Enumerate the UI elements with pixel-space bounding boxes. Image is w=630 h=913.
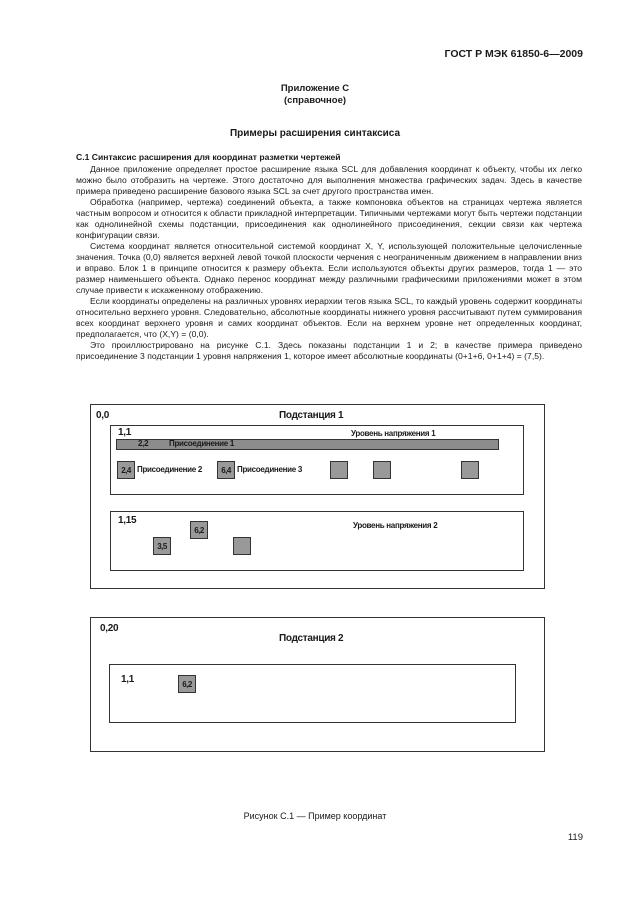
bay-square: 6,2 xyxy=(178,675,196,693)
appendix-title: Приложение С xyxy=(280,83,350,94)
bay-1-label: Присоединение 1 xyxy=(169,439,234,448)
substation-1-box xyxy=(90,404,545,589)
section-heading: Примеры расширения синтаксиса xyxy=(229,128,401,139)
bay-square: 3,5 xyxy=(153,537,171,555)
body-text xyxy=(76,152,582,362)
bay-3-square: 6,4 xyxy=(217,461,235,479)
paragraph: Система координат является относительной системой координат X, Y, использующей положительные целочисленные значения. Точка (0,0) является верхней левой точкой плоскости черчения с неограниченным движением в направлении вниз и вправо. Блок 1 в принципе относится к размеру объекта. Если используются объекты других размеров, тогда 1 — это размер наименьшего объекта. Однако перенос координат между различными графическими приложениями может в этом случае привести к искаженному отображению. xyxy=(76,241,582,295)
voltage-level-1-title: Уровень напряжения 1 xyxy=(351,429,436,438)
bay-square xyxy=(461,461,479,479)
bay-square xyxy=(330,461,348,479)
bay-square xyxy=(233,537,251,555)
paragraph: Если координаты определены на различных уровнях иерархии тегов языка SCL, то каждый уровень содержит координаты относительно верхнего уровня. Следовательно, абсолютные координаты нижнего уровня рассчитывают путем суммирования всех координат верхнего уровня и самих координат объектов. Если на верхнем уровне нет определенных координат, предполагается, что (X,Y) = (0,0). xyxy=(76,296,582,339)
substation-2-box xyxy=(90,617,545,752)
voltage-level-2-title: Уровень напряжения 2 xyxy=(353,521,438,530)
appendix-subtitle: (справочное) xyxy=(283,95,347,106)
voltage-level-2-box xyxy=(110,511,524,571)
page-number: 119 xyxy=(567,832,583,843)
bay-1-coord: 2,2 xyxy=(138,439,149,448)
subsection-title: С.1 Синтаксис расширения для координат разметки чертежей xyxy=(76,152,341,162)
bay-2-label: Присоединение 2 xyxy=(137,465,202,474)
paragraph: Это проиллюстрировано на рисунке С.1. Здесь показаны подстанции 1 и 2; в качестве примера приведено присоединение 3 подстанции 1 уровня напряжения 1, которое имеет абсолютные координаты (0+1+6, 0+1+4) = (7,5). xyxy=(76,340,582,361)
substation-2-title: Подстанция 2 xyxy=(279,633,344,644)
bay-3-label: Присоединение 3 xyxy=(237,465,302,474)
substation-2-coord: 0,20 xyxy=(100,623,119,634)
bay-2-square: 2,4 xyxy=(117,461,135,479)
standard-header: ГОСТ Р МЭК 61850-6—2009 xyxy=(444,48,583,60)
voltage-level-box xyxy=(109,664,516,723)
bay-square xyxy=(373,461,391,479)
substation-1-title: Подстанция 1 xyxy=(279,410,344,421)
substation-1-coord: 0,0 xyxy=(96,410,110,421)
paragraph: Данное приложение определяет простое расширение языка SCL для добавления координат к объекту, чтобы их легко можно было отобразить на чертеже. Этого достаточно для выполнения множества графических задач. Здесь в качестве примера приведено расширение базового языка SCL за счет другого пространства имен. xyxy=(76,164,582,196)
voltage-level-coord: 1,1 xyxy=(121,674,135,685)
voltage-level-1-box xyxy=(110,425,524,495)
voltage-level-1-coord: 1,1 xyxy=(118,427,132,438)
paragraph: Обработка (например, чертежа) соединений объекта, а также компоновка объектов на страницах чертежа является частным вопросом и относится к области прикладной интерпретации. Типичными чертежами могут быть чертежи подстанции как однолинейной схемы подстанции, присоединения как однолинейного присоединения, секции связи как чертежа конфигурации связи. xyxy=(76,197,582,240)
figure-caption: Рисунок С.1 — Пример координат xyxy=(243,811,387,821)
voltage-level-2-coord: 1,15 xyxy=(118,515,137,526)
bay-1-bar xyxy=(116,439,499,450)
bay-square: 6,2 xyxy=(190,521,208,539)
